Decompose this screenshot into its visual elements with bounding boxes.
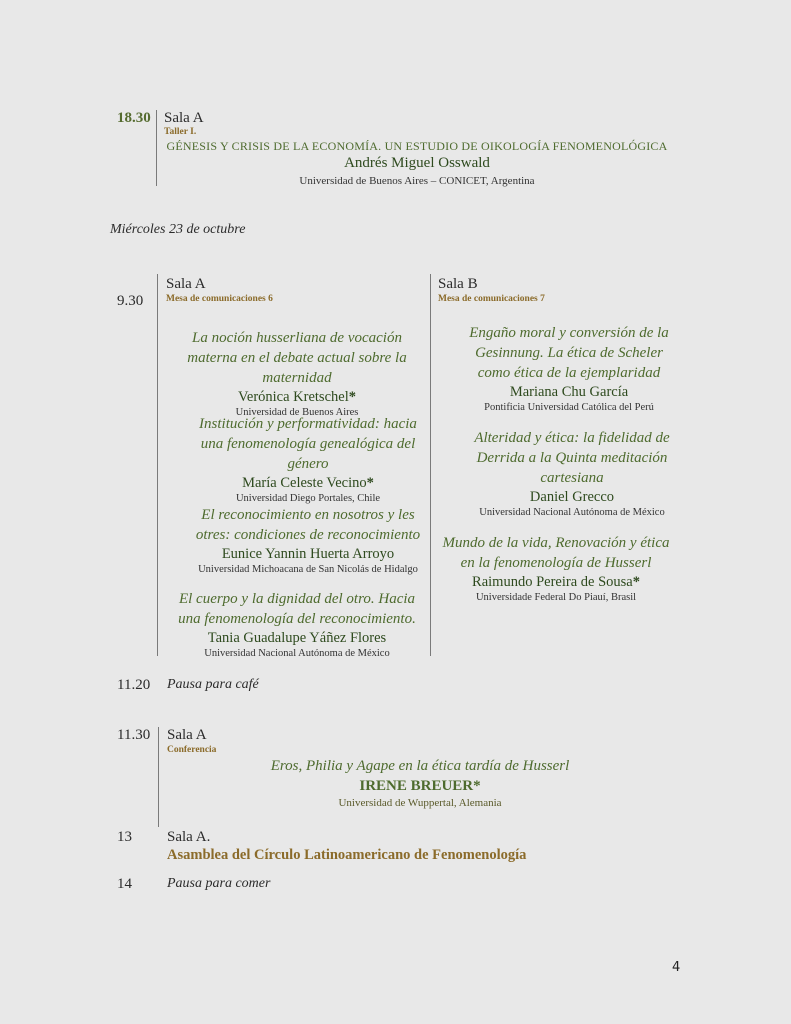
room-label: Sala A.	[167, 829, 211, 845]
talk-author: Andrés Miguel Osswald	[344, 155, 490, 171]
talk-title: La noción husserliana de vocación materna en el debate actual sobre la maternidad	[187, 330, 407, 386]
talk-title: Mundo de la vida, Renovación y ética en la fenomenología de Husserl	[442, 535, 670, 571]
talk-affiliation: Pontificia Universidad Católica del Perú	[484, 402, 654, 413]
star-marker: *	[348, 389, 356, 405]
talk-block	[260, 756, 580, 810]
talk-title: Eros, Philia y Agape en la ética tardía de Husserl	[270, 758, 570, 774]
talk-affiliation: Universidad Nacional Autónoma de México	[204, 648, 390, 659]
talk-author: Mariana Chu García	[509, 384, 629, 400]
page-number: 4	[672, 960, 681, 975]
talk-title: Institución y performatividad: hacia una fenomenología genealógica del género	[199, 416, 417, 472]
talk-affiliation: Universidad de Wuppertal, Alemania	[338, 797, 502, 809]
talk-author: María Celeste Vecino	[242, 475, 367, 491]
talk-block	[446, 323, 692, 415]
session-time: 11.20	[117, 677, 151, 693]
talk-affiliation: Universidad de Buenos Aires	[235, 407, 359, 418]
room-label: Sala B	[438, 276, 478, 292]
talk-block	[164, 138, 670, 189]
speaker-name: IRENE BREUER	[359, 778, 474, 794]
divider-line	[156, 110, 157, 186]
session-time: 18.30	[117, 110, 151, 126]
talk-block	[166, 589, 428, 661]
talk-title: El cuerpo y la dignidad del otro. Hacia una fenomenología del reconocimiento.	[178, 591, 416, 627]
session-type: Taller I.	[164, 127, 197, 137]
room-label: Sala A	[167, 727, 207, 743]
session-type: Mesa de comunicaciones 6	[166, 294, 273, 304]
star-marker: *	[366, 475, 374, 491]
break-label: Pausa para comer	[167, 876, 271, 891]
session-type: Mesa de comunicaciones 7	[438, 294, 545, 304]
session-time: 13	[117, 829, 132, 845]
talk-block	[166, 328, 428, 420]
talk-affiliation: Universidad Nacional Autónoma de México	[479, 507, 665, 518]
session-time: 11.30	[117, 727, 151, 743]
talk-title: Alteridad y ética: la fidelidad de Derrida a la Quinta meditación cartesiana	[474, 430, 670, 486]
talk-title: El reconocimiento en nosotros y les otres: condiciones de reconocimiento	[195, 507, 421, 543]
room-label: Sala A	[164, 110, 204, 126]
talk-title: Engaño moral y conversión de la Gesinnung. La ética de Scheler como ética de la ejemplaridad	[469, 325, 669, 381]
talk-author: Daniel Grecco	[529, 489, 615, 505]
talk-author: Tania Guadalupe Yáñez Flores	[207, 630, 387, 646]
day-heading: Miércoles 23 de octubre	[110, 222, 246, 237]
talk-affiliation: Universidad de Buenos Aires – CONICET, Argentina	[299, 175, 535, 187]
divider-line	[158, 727, 159, 827]
talk-author: Raimundo Pereira de Sousa	[472, 574, 633, 590]
room-label: Sala A	[166, 276, 206, 292]
talk-title: GÉNESIS Y CRISIS DE LA ECONOMÍA. UN ESTUDIO DE OIKOLOGÍA FENOMENOLÓGICA	[166, 139, 668, 153]
assembly-title: Asamblea del Círculo Latinoamericano de Fenomenología	[167, 847, 527, 863]
star-marker: *	[632, 574, 640, 590]
session-time: 14	[117, 876, 132, 892]
talk-block	[440, 533, 672, 605]
break-label: Pausa para café	[167, 677, 259, 692]
star-marker: *	[473, 778, 481, 794]
talk-affiliation: Universidad Diego Portales, Chile	[235, 493, 381, 504]
talk-block	[188, 414, 428, 506]
talk-author: Verónica Kretschel	[238, 389, 349, 405]
talk-block	[452, 428, 692, 520]
session-time: 9.30	[117, 293, 144, 309]
divider-line	[430, 274, 431, 656]
talk-affiliation: Universidade Federal Do Piauí, Brasil	[475, 592, 637, 603]
divider-line	[157, 274, 158, 656]
session-type: Conferencia	[167, 745, 217, 755]
talk-author: Eunice Yannin Huerta Arroyo	[221, 546, 395, 562]
talk-affiliation: Universidad Michoacana de San Nicolás de Hidalgo	[198, 564, 418, 575]
talk-block	[172, 505, 444, 577]
